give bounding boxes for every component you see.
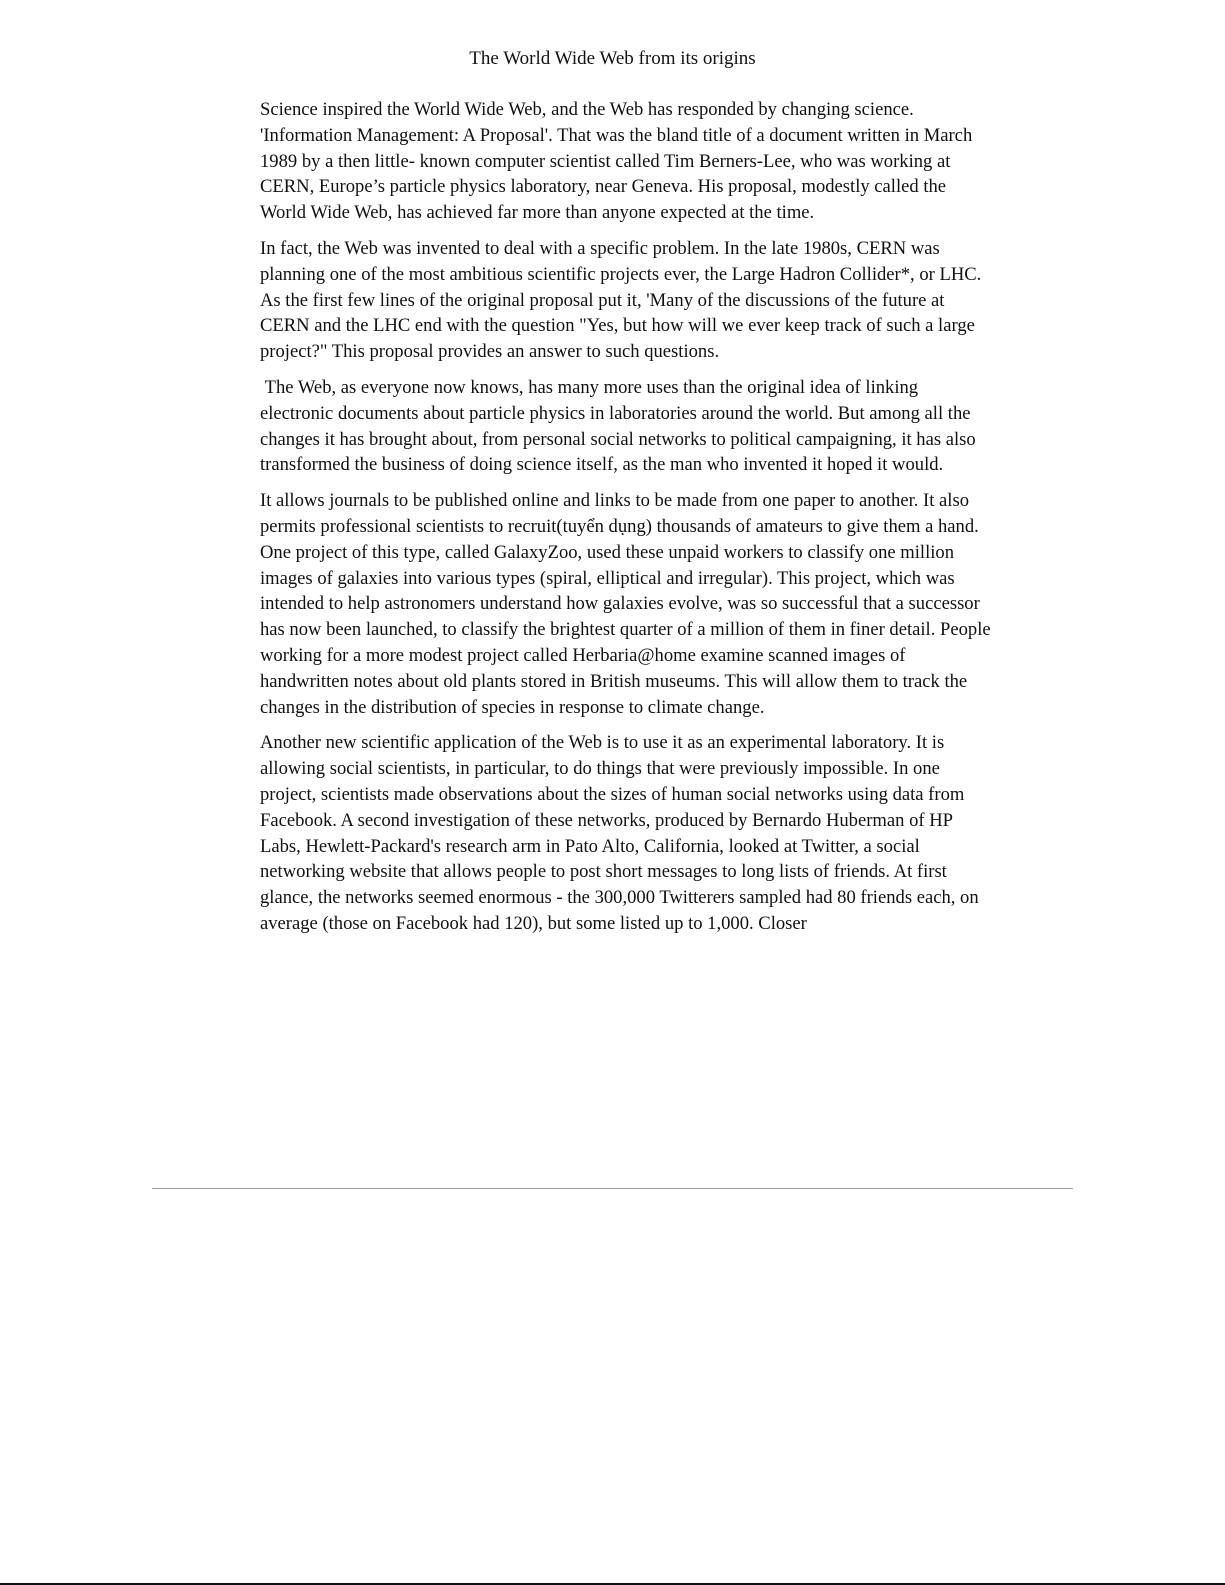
paragraph-3: The Web, as everyone now knows, has many more uses than the original idea of linking electronic documents about particle physics in laboratories around the world. But among all the changes it has brought about, from personal social networks to political campaigning, it has also transformed the business of doing science itself, as the man who invented it hoped it would. (260, 376, 981, 476)
paragraph-4: It allows journals to be published online and links to be made from one paper to another. It also permits professional scientists to recruit(tuyển dụng) thousands of amateurs to give them a hand. One project of this type, called GalaxyZoo, used these unpaid workers to classify one million images of galaxies into various types (spiral, elliptical and irregular). This project, which was intended to help astronomers understand how galaxies evolve, was so successful that a successor has now been launched, to classify the brightest quarter of a million of them in finer detail. People working for a more modest project called Herbaria@home examine scanned images of handwritten notes about old plants stored in British museums. This will allow them to track the changes in the distribution of species in response to climate change. (260, 490, 991, 718)
paragraph-5: Another new scientific application of the Web is to use it as an experimental laboratory. It is allowing social scientists, in particular, to do things that were previously impossible. In one project, scientists made observations about the sizes of human social networks using data from Facebook. A second investigation of these networks, produced by Bernardo Huberman of HP Labs, Hewlett-Packard's research arm in Pato Alto, California, looked at Twitter, a social networking website that allows people to post short messages to long lists of friends. At first glance, the networks seemed enormous - the 300,000 Twitterers sampled had 80 friends each, on average (those on Facebook had 120), but some listed up to 1,000. Closer (260, 732, 979, 934)
article-body (260, 97, 996, 947)
paragraph-2: In fact, the Web was invented to deal with a specific problem. In the late 1980s, CERN was planning one of the most ambitious scientific projects ever, the Large Hadron Collider*, or LHC. As the first few lines of the original proposal put it, 'Many of the discussions of the future at CERN and the LHC end with the question "Yes, but how will we ever keep track of such a large project?" This proposal provides an answer to such questions. (260, 237, 982, 363)
page-title: The World Wide Web from its origins (469, 48, 756, 69)
page-divider (152, 1188, 1073, 1189)
paragraph-1: Science inspired the World Wide Web, and the Web has responded by changing science. 'Information Management: A Proposal'. That was the bland title of a document written in March 1989 by a then little- known computer scientist called Tim Berners-Lee, who was working at CERN, Europe’s particle physics laboratory, near Geneva. His proposal, modestly called the World Wide Web, has achieved far more than anyone expected at the time. (260, 99, 973, 224)
